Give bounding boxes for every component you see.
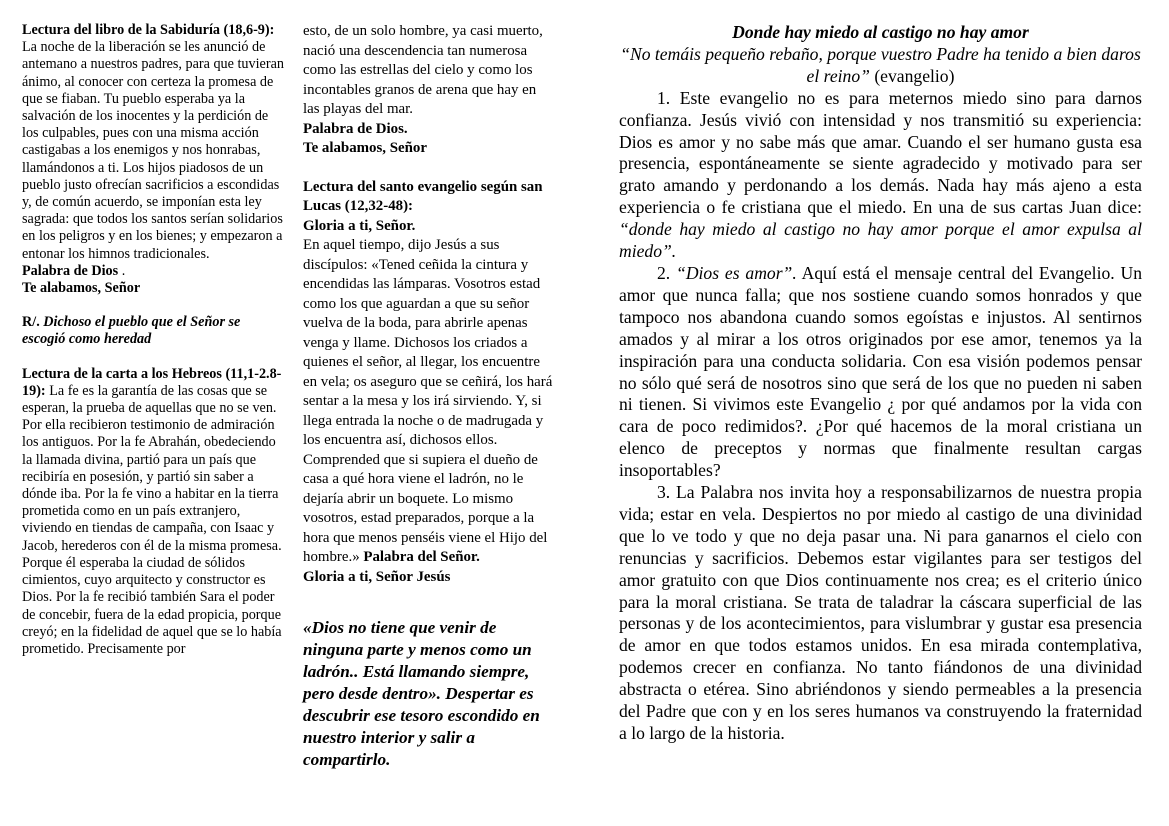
homily-paragraph-2 — [619, 263, 1142, 482]
column-left — [22, 22, 284, 658]
first-reading-title: Lectura del libro de la Sabiduría (18,6-9): — [22, 22, 275, 38]
first-reading-close: Palabra de Dios — [22, 262, 119, 279]
gospel-title: Lectura del santo evangelio según san Lucas (12,32-48): — [303, 178, 543, 214]
second-reading-continued: esto, de un solo hombre, ya casi muerto, nació una descendencia tan numerosa como las estrellas del cielo y como los incontables granos de arena que hay en las playas del mar. — [303, 23, 543, 117]
second-reading-text: La fe es la garantía de las cosas que se esperan, la prueba de aquellas que no se ven. Por ella recibieron testimonio de admiración los antiguos. Por la fe Abrahán, obedeciendo la llamada divina, partió para un país que recibiría en posesión, y partió sin saber a dónde iba. Por la fe vino a habitar en la tierra prometida como en un país extranjero, viviendo en tiendas de campaña, con Isaac y Jacob, herederos con él de la misma promesa. Porque él esperaba la ciudad de sólidos cimientos, cuyo arquitecto y constructor es Dios. Por la fe recibió también Sara el poder de concebir, fuera de la edad propicia, porque creyó; en la fidelidad de aquel que se lo había prometido. Precisamente por — [22, 382, 282, 657]
gospel-text: En aquel tiempo, dijo Jesús a sus discípulos: «Tened ceñida la cintura y encendidas las lámparas. Vosotros estad como los que aguardan a que su señor vuelva de la boda, para abrirle apenas venga y llame. Dichosos los criados a quienes el señor, al llegar, los encuentre en vela; os aseguro que se ceñirá, los hará sentar a la mesa y los irá sirviendo. Y, si llega entrada la noche o de madrugada y los encuentra así, dichosos ellos. Comprended que si supiera el dueño de casa a qué hora viene el ladrón, no le dejaría abrir un boquete. Lo mismo vosotros, estad preparados, porque a la hora que menos penséis viene el Hijo del hombre.» — [303, 237, 553, 565]
homily-subtitle-quote: “No temáis pequeño rebaño, porque vuestro Padre ha tenido a bien daros el reino” — [620, 43, 1141, 86]
homily-paragraph-2-quote: “Dios es amor”. — [676, 262, 797, 283]
homily-subtitle — [619, 44, 1142, 88]
homily-paragraph-1-text: 1. Este evangelio no es para meternos miedo sino para darnos confianza. Jesús vivió con intensidad y nos transmitió su experiencia: Dios es amor y no sabe más que amar. Cuando el ser humano gusta esa presencia, espontáneamente se siente agradecido y motivado para ser grato amando y perdonando a los demás. Nada hay más ajeno a esta experiencia o fe cristiana que el miedo. En una de sus cartas Juan dice: — [619, 87, 1142, 218]
second-reading — [22, 366, 284, 658]
first-reading-response: Te alabamos, Señor — [22, 280, 141, 297]
gospel-response: Gloria a ti, Señor Jesús — [303, 568, 451, 585]
homily-paragraph-1 — [619, 88, 1142, 263]
gospel-acclamation: Gloria a ti, Señor. — [303, 217, 416, 234]
psalm-response — [22, 314, 284, 348]
column-middle — [303, 22, 555, 771]
homily-subtitle-source: (evangelio) — [869, 65, 955, 86]
homily-title: Donde hay miedo al castigo no hay amor — [732, 22, 1029, 42]
homily-paragraph-2-text: Aquí está el mensaje central del Evangelio. Un amor que nunca falla; que nos sostiene cuando somos honrados y que tampoco nos abandona cuando somos egoístas e injustos. Al sentirnos amados y al mirar a los otros originados por ese amor, tenemos ya la inspiración para una conducta solidaria. Con esa visión podemos pensar no sólo qué será de nosotros sino que será de los que no pueden ni saben ni tienen. Si vivimos este Evangelio ¿ por qué andamos por la vida con cara de poco redimidos?. ¿Por qué hacemos de la moral cristiana un elenco de preceptos y normas que finalmente resultan cargas insoportables? — [619, 262, 1142, 481]
first-reading-close-dot: . — [118, 262, 126, 279]
psalm-text: Dichoso el pueblo que el Señor se escogió como heredad — [22, 314, 241, 348]
homily-paragraph-2-number: 2. — [657, 262, 677, 283]
featured-quote: «Dios no tiene que venir de ninguna parte y menos como un ladrón.. Está llamando siempre, pero desde dentro». Despertar es descubrir ese tesoro escondido en nuestro interior y salir a compartirlo. — [303, 618, 540, 769]
homily-paragraph-1-quote: “donde hay miedo al castigo no hay amor porque el amor expulsa al miedo”. — [619, 219, 1142, 262]
second-reading-title: Lectura de la carta a los Hebreos (11,1-2.8-19): — [22, 365, 282, 399]
column-right — [619, 22, 1142, 745]
homily-paragraph-3: 3. La Palabra nos invita hoy a responsabilizarnos de nuestra propia vida; estar en vela. Despiertos no por miedo al castigo de una divinidad que lo ve todo y que no deja pasar una. Ni para ganarnos el cielo con renuncias y sacrificios. Debemos estar vigilantes para ser testigos del amor gratuito con que Dios continuamente nos crea; es el criterio único para la moral cristiana. Se trata de taladrar la cáscara superficial de las personas y de los acontecimientos, para vislumbrar y gustar esa presencia de amor en que todos estamos unidos. En esa mirada contemplativa, podemos crecer en confianza. No tanto fiándonos de una divinidad abstracta o etérea. Sino abriéndonos y siendo permeables a la presencia del Padre que con y en los seres humanos va construyendo la fraternidad a lo largo de la historia. — [619, 482, 1142, 743]
first-reading — [22, 22, 284, 263]
psalm-label: R/. — [22, 314, 40, 331]
second-reading-response: Te alabamos, Señor — [303, 140, 427, 156]
gospel-reading — [303, 236, 555, 568]
second-reading-close: Palabra de Dios. — [303, 120, 408, 137]
gospel-close: Palabra del Señor. — [359, 549, 480, 565]
first-reading-text: La noche de la liberación se les anunció de antemano a nuestros padres, para que tuvieran ánimo, al conocer con certeza la promesa de que se fiaban. Tu pueblo esperaba ya la salvación de los inocentes y la perdición de los culpables, pues con una misma acción castigabas a los enemigos y nos honrabas, llamándonos a ti. Los hijos piadosos de un pueblo justo ofrecían sacrificios a escondidas y, de común acuerdo, se imponían esta ley sagrada: que todos los santos serían solidarios en los peligros y en los bienes; y empezaron a entonar los himnos tradicionales. — [22, 39, 284, 262]
